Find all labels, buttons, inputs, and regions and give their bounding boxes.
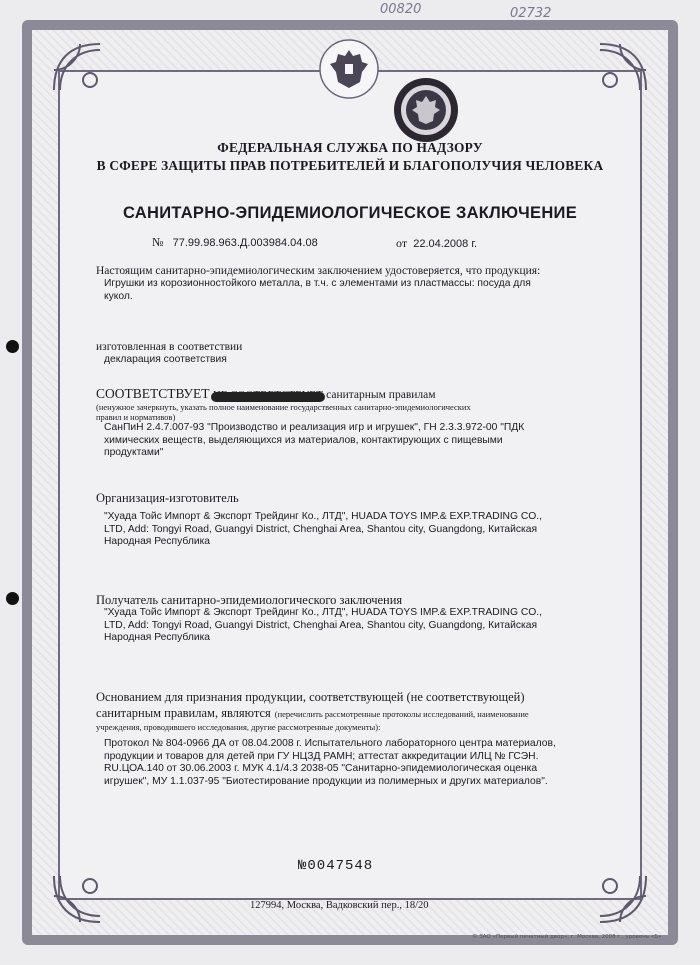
certificate-date-value: 22.04.2008 г. <box>413 238 478 250</box>
round-seal-icon <box>392 76 460 144</box>
product-label: Настоящим санитарно-эпидемиологическим заключением удостоверяется, что продукция: <box>96 265 541 277</box>
made-per-section <box>96 341 616 367</box>
certificate-date: от 22.04.2008 г. <box>396 236 478 250</box>
basis-section <box>96 690 616 788</box>
form-serial-number: №0047548 <box>298 858 374 874</box>
made-per-value: декларация соответствия <box>104 354 227 365</box>
conformity-value: продуктами" <box>104 447 164 458</box>
printer-footnote: © ЗАО «Первый печатный двор», г. Москва, 2008 г., уровень «Б» <box>472 934 662 940</box>
corner-ornament-icon <box>50 40 104 94</box>
certificate-number: № 77.99.98.963.Д.003984.04.08 <box>152 235 318 249</box>
handwritten-note: 00820 <box>380 2 422 17</box>
basis-value: RU.ЦОА.140 от 30.06.2003 г. МУК 4.1/4.3 2038-05 "Санитарно-эпидемиологическая оценка <box>104 763 538 774</box>
basis-value: игрушек", МУ 1.1.037-95 "Биотестирование продукции из полимерных и других материалов". <box>104 775 548 787</box>
basis-label: Основанием для признания продукции, соответствующей (не соответствующей) <box>96 690 525 704</box>
conformity-value: СанПиН 2.4.7.007-93 "Производство и реализация игр и игрушек", ГН 2.3.3.972-00 "ПДК <box>104 422 525 433</box>
document-title: САНИТАРНО-ЭПИДЕМИОЛОГИЧЕСКОЕ ЗАКЛЮЧЕНИЕ <box>122 204 578 222</box>
conformity-note: (ненужное зачеркнуть, указать полное наименование государственных санитарно-эпидемиологических <box>96 402 471 412</box>
basis-note: учреждения, проводившего исследования, другие рассмотренные документы): <box>96 722 381 732</box>
manufacturer-value: LTD, Add: Tongyi Road, Guangyi District, Chenghai Area, Shantou city, Guangdong, Китайская <box>104 523 538 535</box>
conformity-section <box>96 386 616 460</box>
corner-ornament-icon <box>50 872 104 926</box>
conformity-note: правил и нормативов) <box>96 412 176 422</box>
coat-of-arms-icon <box>318 38 380 100</box>
manufacturer-label: Организация-изготовитель <box>96 491 239 505</box>
product-value: кукол. <box>104 290 133 302</box>
recipient-value: "Хуада Тойс Импорт & Экспорт Трейдинг Ко., ЛТД", HUADA TOYS IMP.& EXP.TRADING CO., <box>104 607 543 618</box>
conformity-statement: СООТВЕТСТВУЕТ санитарным правилам <box>96 386 436 401</box>
manufacturer-section <box>96 492 616 549</box>
manufacturer-value: Народная Республика <box>104 536 211 547</box>
punch-hole <box>6 340 19 353</box>
crossed-out-text <box>213 389 323 401</box>
product-section <box>96 265 616 303</box>
recipient-value: Народная Республика <box>104 632 211 643</box>
recipient-value: LTD, Add: Tongyi Road, Guangyi District, Chenghai Area, Shantou city, Guangdong, Китайская <box>104 619 538 631</box>
manufacturer-value: "Хуада Тойс Импорт & Экспорт Трейдинг Ко., ЛТД", HUADA TOYS IMP.& EXP.TRADING CO., <box>104 511 543 522</box>
conformity-value: химических веществ, выделяющихся из материалов, контактирующих с пищевыми <box>104 434 503 446</box>
agency-name-line1: ФЕДЕРАЛЬНАЯ СЛУЖБА ПО НАДЗОРУ <box>217 140 483 155</box>
basis-value: продукции и товаров для детей при ГУ НЦЗД РАМН; аттестат аккредитации ИЛЦ № ГСЭН. <box>104 750 539 762</box>
recipient-label: Получатель санитарно-эпидемиологического заключения <box>96 593 403 607</box>
agency-name-line2: В СФЕРЕ ЗАЩИТЫ ПРАВ ПОТРЕБИТЕЛЕЙ И БЛАГОПОЛУЧИЯ ЧЕЛОВЕКА <box>96 158 604 173</box>
basis-label: санитарным правилам, являются (перечислить рассмотренные протоколы исследований, наименование <box>96 706 529 720</box>
corner-ornament-icon <box>596 40 650 94</box>
corner-ornament-icon <box>596 872 650 926</box>
recipient-section <box>96 594 616 645</box>
handwritten-note: 02732 <box>510 6 552 21</box>
product-value: Игрушки из корозионностойкого металла, в т.ч. с элементами из пластмассы: посуда для <box>104 278 531 289</box>
issuer-address: 127994, Москва, Вадковский пер., 18/20 <box>250 900 429 911</box>
made-per-label: изготовленная в соответствии <box>96 341 243 353</box>
conformity-word: СООТВЕТСТВУЕТ <box>96 386 210 401</box>
certificate-number-value: 77.99.98.963.Д.003984.04.08 <box>172 237 318 249</box>
basis-value: Протокол № 804-0966 ДА от 08.04.2008 г. Испытательного лабораторного центра материалов, <box>104 738 556 749</box>
punch-hole <box>6 592 19 605</box>
